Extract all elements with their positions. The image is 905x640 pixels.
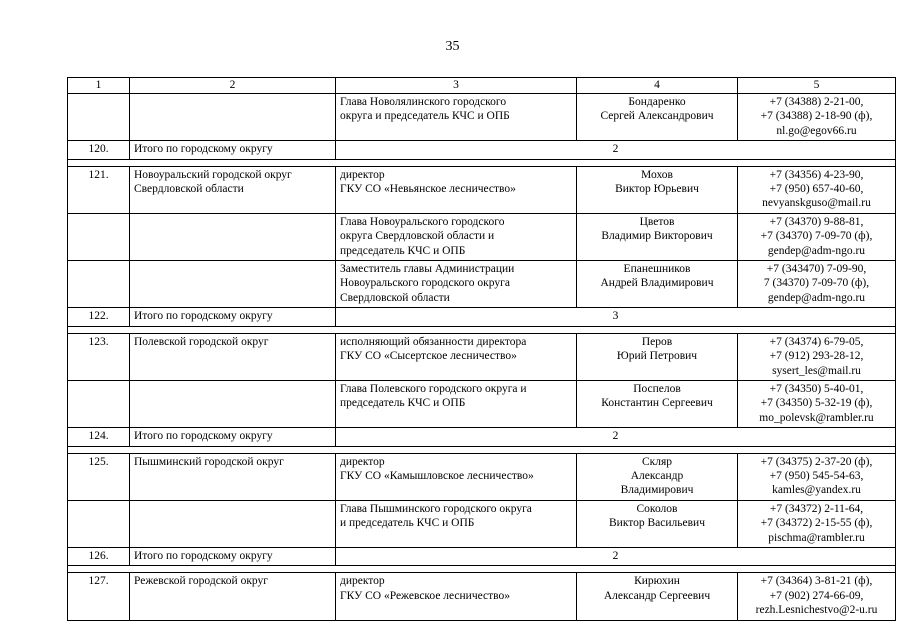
table-row <box>68 573 896 620</box>
position-text: Глава Новоуральского городского <box>340 215 505 228</box>
position-text: директор <box>340 575 385 588</box>
total-row <box>68 428 896 446</box>
position-cell <box>336 380 577 427</box>
row-spacer <box>68 566 896 573</box>
total-row <box>68 547 896 565</box>
person-name: Епанешников <box>623 263 691 276</box>
contact-line: pischma@rambler.ru <box>768 531 865 544</box>
contacts-cell <box>738 380 896 427</box>
position-text: ГКУ СО «Сысертское лесничество» <box>340 350 517 363</box>
table-row <box>68 333 896 380</box>
row-spacer <box>68 326 896 333</box>
person-name: Владимирович <box>620 484 694 497</box>
total-row <box>68 308 896 326</box>
row-spacer-cell <box>68 446 896 453</box>
contact-line: nl.go@egov66.ru <box>776 124 857 137</box>
contacts-cell <box>738 166 896 213</box>
contact-line: 7 (34370) 7-09-70 (ф), <box>763 277 870 290</box>
contacts-cell <box>738 333 896 380</box>
person-name: Владимир Викторович <box>601 230 713 243</box>
row-number <box>68 94 130 141</box>
position-text: ГКУ СО «Невьянское лесничество» <box>340 183 516 196</box>
position-cell <box>336 500 577 547</box>
contact-line: kamles@yandex.ru <box>772 484 861 497</box>
contacts-cell <box>738 573 896 620</box>
position-text: и председатель КЧС и ОПБ <box>340 517 475 530</box>
position-text: директор <box>340 168 385 181</box>
contacts-cell <box>738 261 896 308</box>
contact-line: +7 (902) 274-66-09, <box>769 589 864 602</box>
page-number: 35 <box>445 39 460 54</box>
table-row <box>68 380 896 427</box>
column-header: 1 <box>68 78 130 94</box>
area-cell <box>130 380 336 427</box>
total-label: Итого по городскому округу <box>130 428 336 446</box>
person-name: Александр <box>630 469 684 482</box>
column-header: 4 <box>577 78 738 94</box>
contact-line: +7 (912) 293-28-12, <box>769 350 864 363</box>
row-spacer-cell <box>68 326 896 333</box>
person-name: Скляр <box>641 455 673 468</box>
position-cell <box>336 94 577 141</box>
contacts-cell <box>738 453 896 500</box>
row-number: 124. <box>68 428 130 446</box>
contact-line: +7 (34364) 3-81-21 (ф), <box>760 575 873 588</box>
position-text: округа Свердловской области и <box>340 230 495 243</box>
contact-line: +7 (34350) 5-32-19 (ф), <box>760 397 873 410</box>
person-name: Сергей Александрович <box>600 110 714 123</box>
row-number: 123. <box>68 333 130 380</box>
contact-line: sysert_les@mail.ru <box>772 364 861 377</box>
total-count: 2 <box>336 428 896 446</box>
person-cell <box>577 573 738 620</box>
table-row <box>68 213 896 260</box>
contacts-cell <box>738 213 896 260</box>
person-cell <box>577 261 738 308</box>
column-header: 3 <box>336 78 577 94</box>
position-cell <box>336 333 577 380</box>
position-text: исполняющий обязанности директора <box>340 335 527 348</box>
area-cell <box>130 213 336 260</box>
position-text: округа и председатель КЧС и ОПБ <box>340 110 510 123</box>
table-row <box>68 94 896 141</box>
contact-line: +7 (34372) 2-11-64, <box>769 502 864 515</box>
person-name: Соколов <box>636 502 678 515</box>
position-text: Заместитель главы Администрации <box>340 263 515 276</box>
position-text: Глава Полевского городского округа и <box>340 382 527 395</box>
contact-line: +7 (34388) 2-18-90 (ф), <box>760 110 873 123</box>
contact-line: +7 (34374) 6-79-05, <box>769 335 864 348</box>
total-label: Итого по городскому округу <box>130 547 336 565</box>
row-number: 125. <box>68 453 130 500</box>
position-cell <box>336 213 577 260</box>
position-cell <box>336 166 577 213</box>
position-cell <box>336 453 577 500</box>
contacts-table <box>67 77 896 621</box>
person-name: Юрий Петрович <box>616 350 698 363</box>
total-count: 2 <box>336 547 896 565</box>
person-cell <box>577 500 738 547</box>
person-cell <box>577 94 738 141</box>
person-name: Андрей Владимирович <box>600 277 714 290</box>
row-spacer <box>68 446 896 453</box>
person-cell <box>577 453 738 500</box>
total-row <box>68 141 896 159</box>
contact-line: +7 (34350) 5-40-01, <box>769 382 864 395</box>
contact-line: +7 (34356) 4-23-90, <box>769 168 864 181</box>
position-text: Глава Новолялинского городского <box>340 96 507 108</box>
area-cell <box>130 94 336 141</box>
area-cell <box>130 500 336 547</box>
contact-line: +7 (34388) 2-21-00, <box>769 96 864 108</box>
row-spacer-cell <box>68 566 896 573</box>
person-name: Перов <box>641 335 673 348</box>
person-cell <box>577 213 738 260</box>
position-text: Свердловской области <box>340 291 450 304</box>
area-name: Новоуральский городской округ <box>134 168 292 181</box>
contact-line: mo_polevsk@rambler.ru <box>759 411 874 424</box>
position-text: ГКУ СО «Режевское лесничество» <box>340 589 510 602</box>
area-cell <box>130 453 336 500</box>
contact-line: gendep@adm-ngo.ru <box>767 291 866 304</box>
row-number <box>68 213 130 260</box>
area-cell <box>130 573 336 620</box>
person-cell <box>577 166 738 213</box>
table-row <box>68 261 896 308</box>
position-cell <box>336 261 577 308</box>
area-name: Свердловской области <box>134 183 244 196</box>
row-number: 122. <box>68 308 130 326</box>
contact-line: +7 (34372) 2-15-55 (ф), <box>760 517 873 530</box>
contact-line: +7 (343470) 7-09-90, <box>766 263 867 276</box>
person-cell <box>577 333 738 380</box>
column-header: 2 <box>130 78 336 94</box>
contact-line: +7 (950) 545-54-63, <box>769 469 864 482</box>
area-name: Полевской городской округ <box>134 335 269 348</box>
person-name: Бондаренко <box>628 96 686 108</box>
row-number <box>68 380 130 427</box>
contact-line: +7 (34370) 7-09-70 (ф), <box>760 230 873 243</box>
person-name: Константин Сергеевич <box>601 397 713 410</box>
person-name: Александр Сергеевич <box>603 589 711 602</box>
total-label: Итого по городскому округу <box>130 141 336 159</box>
contact-line: +7 (34375) 2-37-20 (ф), <box>760 455 873 468</box>
position-text: председатель КЧС и ОПБ <box>340 397 466 410</box>
contact-line: gendep@adm-ngo.ru <box>767 244 866 257</box>
row-number: 120. <box>68 141 130 159</box>
person-name: Мохов <box>641 168 673 181</box>
row-number: 121. <box>68 166 130 213</box>
row-spacer <box>68 159 896 166</box>
person-name: Виктор Васильевич <box>609 517 705 530</box>
table-row <box>68 453 896 500</box>
row-number <box>68 261 130 308</box>
area-name: Режевской городской округ <box>134 575 268 588</box>
area-cell <box>130 261 336 308</box>
table-body <box>68 94 896 621</box>
table-header-row <box>68 78 896 94</box>
area-cell <box>130 333 336 380</box>
position-cell <box>336 573 577 620</box>
contact-line: +7 (950) 657-40-60, <box>769 183 864 196</box>
contacts-cell <box>738 94 896 141</box>
position-text: Новоуральского городского округа <box>340 277 510 290</box>
total-count: 3 <box>336 308 896 326</box>
person-name: Кирюхин <box>634 575 680 588</box>
table-row <box>68 500 896 547</box>
contacts-cell <box>738 500 896 547</box>
position-text: директор <box>340 455 385 468</box>
position-text: председатель КЧС и ОПБ <box>340 244 466 257</box>
total-label: Итого по городскому округу <box>130 308 336 326</box>
position-text: ГКУ СО «Камышловское лесничество» <box>340 469 534 482</box>
column-header: 5 <box>738 78 896 94</box>
area-cell <box>130 166 336 213</box>
row-number: 126. <box>68 547 130 565</box>
person-name: Поспелов <box>633 382 681 395</box>
position-text: Глава Пышминского городского округа <box>340 502 532 515</box>
area-name: Пышминский городской округ <box>134 455 284 468</box>
table-row <box>68 166 896 213</box>
row-number <box>68 500 130 547</box>
contact-line: nevyanskguso@mail.ru <box>762 197 871 210</box>
contact-line: rezh.Lesnichestvo@2-u.ru <box>755 604 878 617</box>
total-count: 2 <box>336 141 896 159</box>
person-name: Цветов <box>639 215 675 228</box>
person-cell <box>577 380 738 427</box>
row-spacer-cell <box>68 159 896 166</box>
contact-line: +7 (34370) 9-88-81, <box>769 215 864 228</box>
row-number: 127. <box>68 573 130 620</box>
person-name: Виктор Юрьевич <box>615 183 699 196</box>
